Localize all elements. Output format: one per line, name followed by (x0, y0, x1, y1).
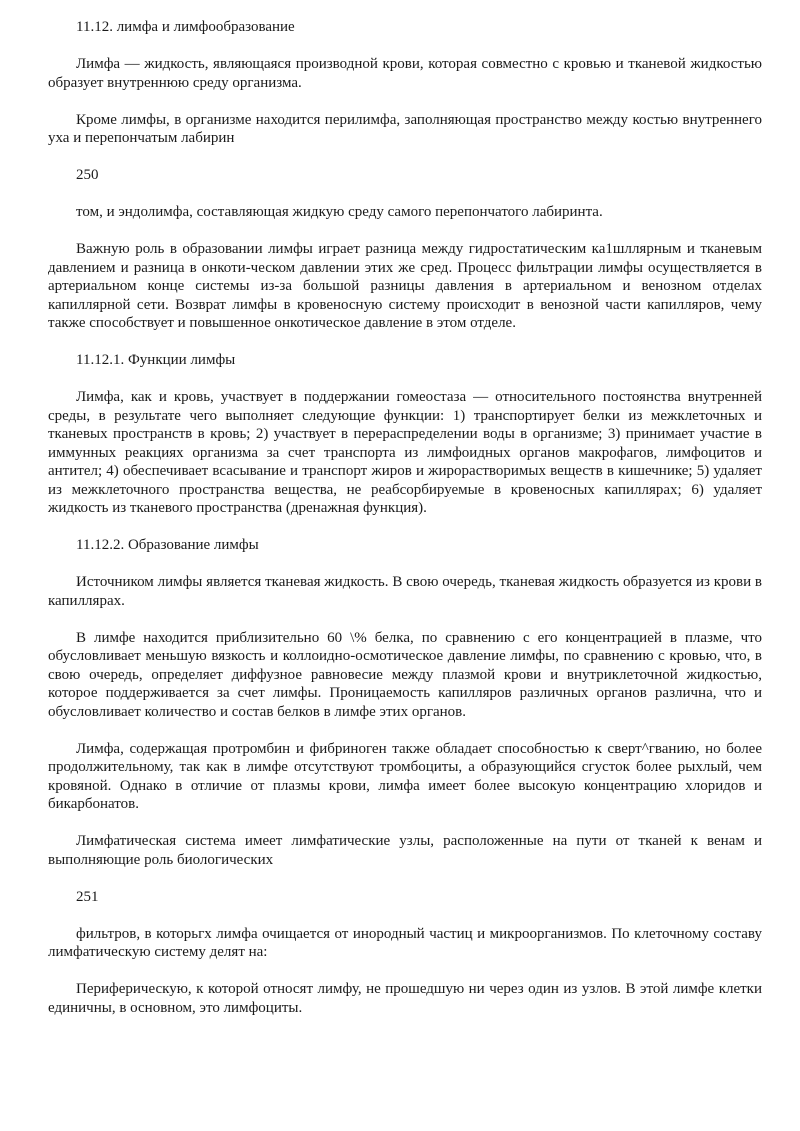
paragraph-lymph-source: Источником лимфы является тканевая жидкость. В свою очередь, тканевая жидкость образуется из крови в капиллярах. (48, 574, 762, 609)
paragraph-lymph-nodes: Лимфатическая система имеет лимфатические узлы, расположенные на пути от тканей к венам и выполняющие роль биологических (48, 833, 762, 868)
section-heading-lymph-formation: 11.12.2. Образование лимфы (76, 537, 259, 553)
paragraph-lymph-protein: В лимфе находится приблизительно 60 \% белка, по сравнению с его концентрацией в плазме, что обусловливает меньшую вязкость и коллоидно-осмотическое давление лимфы, по сравнению с кровью, что, в свою очередь, определяет диффузное равновесие между плазмой крови и внутриклеточной жидкостью, которое поддерживается за счет лимфы. Проницаемость капилляров различных органов различна, что и обусловливает количество и состав белков в лимфе этих органов. (48, 629, 762, 720)
paragraph-lymph-definition: Лимфа — жидкость, являющаяся производной крови, которая совместно с кровью и тканевой жидкостью образует внутреннюю среду организма. (48, 56, 762, 91)
page-number-251: 251 (76, 888, 99, 905)
paragraph-endolymph: том, и эндолимфа, составляющая жидкую среду самого перепончатого лабиринта. (76, 204, 603, 220)
page-number-250: 250 (76, 167, 99, 183)
section-heading-lymph-functions: 11.12.1. Функции лимфы (76, 352, 236, 368)
paragraph-lymph-functions: Лимфа, как и кровь, участвует в поддержании гомеостаза — относительного постоянства внутренней среды, в результате чего выполняет следующие функции: 1) транспортирует белки из межклеточных и тканевых пространств в кровь; 2) участвует в перераспределении воды в организме; 3) принимает участие в иммунных реакциях организма за счет транспорта из лимфоидных органов макрофагов, лимфоцитов и антител; 4) обеспечивает всасывание и транспорт жиров и жирорастворимых веществ в кишечнике; 5) удаляет из межклеточного пространства вещества, не реабсорбируемые в кровеносных капиллярах; 6) удаляет жидкость из тканевого пространства (дренажная функция). (48, 389, 762, 516)
section-heading-lymph: 11.12. лимфа и лимфообразование (76, 19, 295, 35)
paragraph-filters: фильтров, в которьгх лимфа очищается от инородный частиц и микроорганизмов. По клеточному составу лимфатическую систему делят на: (48, 925, 762, 960)
paragraph-perilymph: Кроме лимфы, в организме находится перилимфа, заполняющая пространство между костью внутреннего уха и перепончатым лабирин (48, 111, 762, 146)
paragraph-lymph-coagulation: Лимфа, содержащая протромбин и фибриноген также обладает способностью к сверт^гванию, но более продолжительному, так как в лимфе отсутствуют тромбоциты, а образующийся сгусток более рыхлый, чем кровяной. Однако в отличие от плазмы крови, лимфа имеет более высокую концентрацию хлоридов и бикарбонатов. (48, 740, 762, 812)
paragraph-lymph-formation-pressure: Важную роль в образовании лимфы играет разница между гидростатическим ка1шллярным и тканевым давлением и разница в онкоти-ческом давлении этих же сред. Процесс фильтрации лимфы осуществляется в артериальном конце системы из-за большой разницы давления в артериальном и венозном отделах капиллярной сети. Возврат лимфы в кровеносную систему происходит в венозной части капилляров, чему также способствует и повышенное онкотическое давление в этом отделе. (48, 241, 762, 331)
paragraph-peripheral-lymph: Периферическую, к которой относят лимфу, не прошедшую ни через один из узлов. В этой лимфе клетки единичны, в основном, это лимфоциты. (48, 981, 762, 1016)
